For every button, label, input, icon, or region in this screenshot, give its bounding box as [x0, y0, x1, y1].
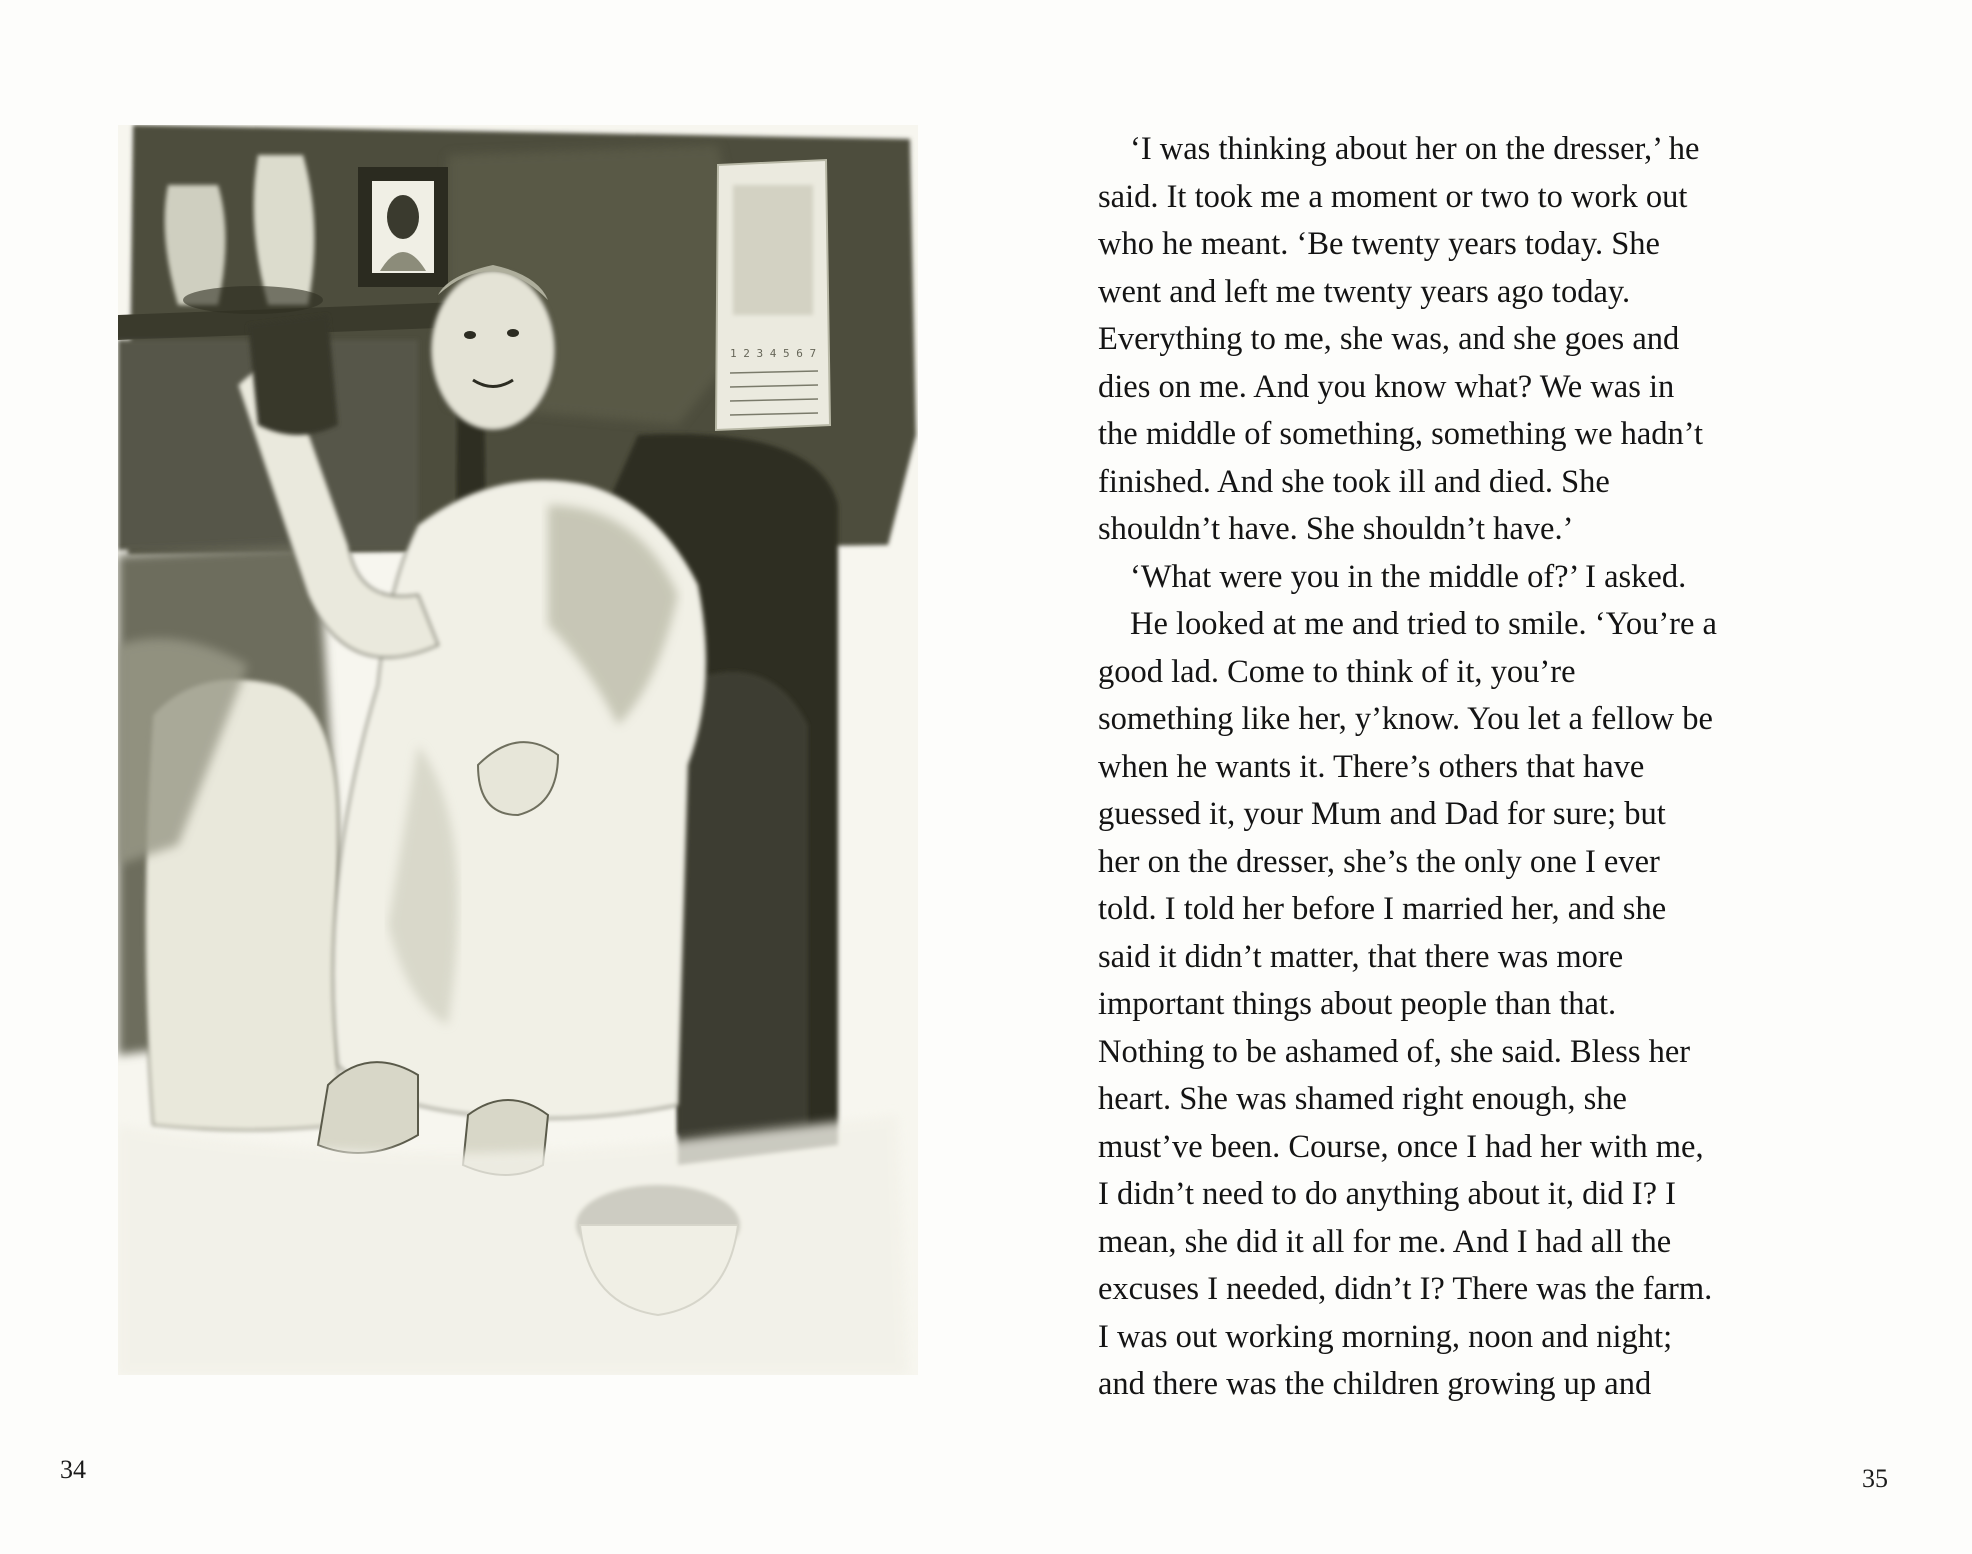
text-line: the middle of something, something we hadn’t	[1098, 416, 1704, 452]
text-line: mean, she did it all for me. And I had all the	[1098, 1223, 1672, 1260]
calendar-picture	[733, 185, 813, 315]
text-line: finished. And she took ill and died. She	[1098, 463, 1610, 500]
text-line: went and left me twenty years ago today.	[1098, 273, 1631, 310]
text-line: and there was the children growing up and	[1098, 1366, 1652, 1402]
armchair-right-arm	[678, 672, 808, 1135]
text-line: ‘What were you in the middle of?’ I asked.	[1130, 558, 1687, 595]
page-number-right: 35	[1862, 1464, 1888, 1493]
left-eye	[464, 331, 476, 339]
shelf-shadow	[183, 286, 323, 314]
illustration-svg	[118, 125, 918, 1375]
text-line: shouldn’t have. She shouldn’t have.’	[1098, 511, 1574, 547]
vase-icon	[254, 155, 315, 305]
portrait-woman-head-icon	[387, 195, 419, 239]
text-line: when he wants it. There’s others that have	[1098, 748, 1645, 785]
text-line: must’ve been. Course, once I had her with me,	[1098, 1128, 1704, 1165]
text-line: said it didn’t matter, that there was more	[1098, 938, 1624, 975]
floor	[118, 1115, 908, 1375]
page-number-left: 34	[60, 1455, 86, 1484]
text-line: ‘I was thinking about her on the dresser,’ he	[1130, 131, 1700, 167]
vase-icon	[165, 185, 226, 305]
cup-in-hand-icon	[248, 315, 338, 435]
text-line: Everything to me, she was, and she goes and	[1098, 321, 1680, 357]
illustration-old-man-in-armchair	[118, 125, 918, 1375]
text-line: excuses I needed, didn’t I? There was the farm.	[1098, 1271, 1713, 1307]
text-line: dies on me. And you know what? We was in	[1098, 368, 1675, 405]
prose-text-block	[1098, 126, 1818, 1409]
text-line: good lad. Come to think of it, you’re	[1098, 653, 1576, 690]
text-line: who he meant. ‘Be twenty years today. She	[1098, 226, 1660, 262]
right-eye	[507, 329, 519, 337]
text-line: I was out working morning, noon and night;	[1098, 1318, 1673, 1355]
text-line: guessed it, your Mum and Dad for sure; but	[1098, 796, 1666, 832]
text-line: He looked at me and tried to smile. ‘You’re a	[1130, 606, 1717, 642]
calendar-numerals: 1 2 3 4 5 6 7	[730, 347, 817, 360]
text-line: her on the dresser, she’s the only one I ever	[1098, 843, 1660, 880]
text-line: I didn’t need to do anything about it, did I? I	[1098, 1176, 1676, 1212]
text-line: heart. She was shamed right enough, she	[1098, 1081, 1627, 1117]
text-line: said. It took me a moment or two to work out	[1098, 178, 1688, 215]
text-line: told. I told her before I married her, and she	[1098, 891, 1667, 927]
text-line: Nothing to be ashamed of, she said. Bless her	[1098, 1033, 1691, 1070]
old-man-head-icon	[431, 270, 555, 430]
text-line: something like her, y’know. You let a fellow be	[1098, 701, 1713, 737]
text-line: important things about people than that.	[1098, 986, 1617, 1022]
